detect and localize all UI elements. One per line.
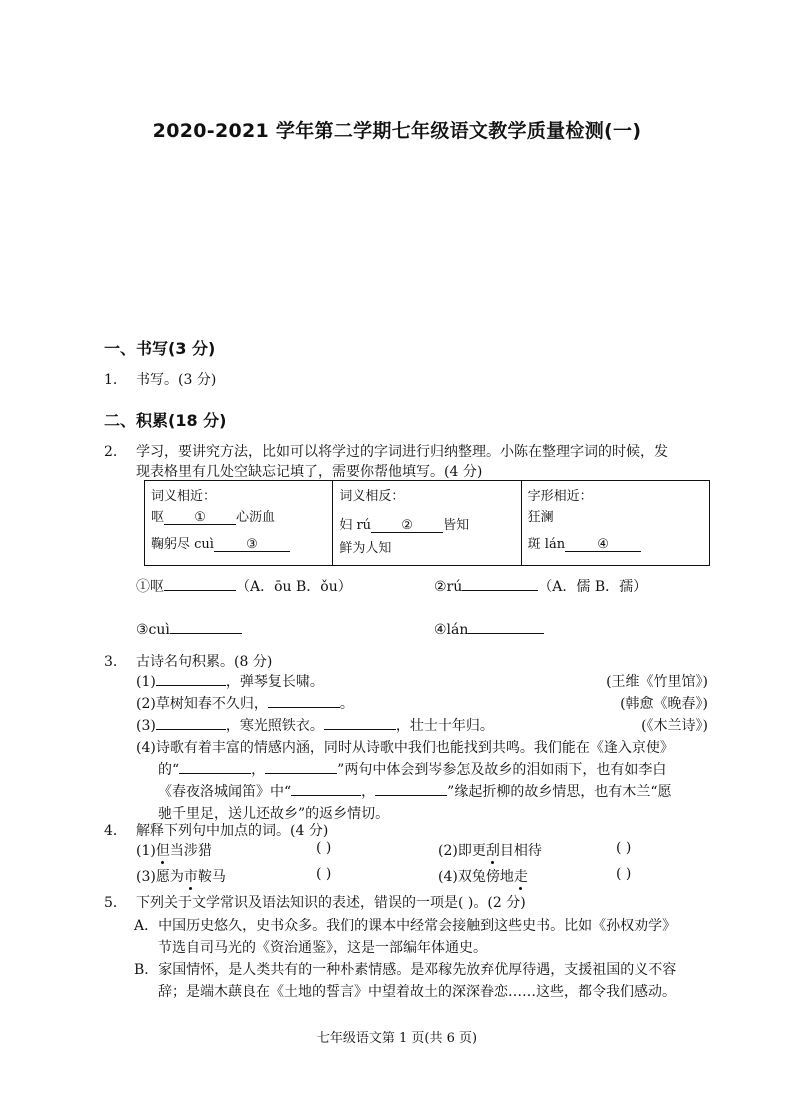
answer-1-options: （A．ōu B．ǒu） [236, 579, 352, 595]
synonyms-item-1-suffix: 心沥血 [236, 510, 276, 525]
answer-2-blank[interactable] [462, 576, 538, 591]
poem-item-4-line-1: (4)诗歌有着丰富的情感内涵，同时从诗歌中我们也能找到共鸣。我们能在《逢入京使》 [136, 740, 674, 756]
word-item-3-rest: 鞍马 [197, 869, 226, 885]
word-item-3 [136, 866, 226, 886]
word-item-3-prefix: (3)愿为 [136, 869, 184, 885]
poem-item-4-line-3-open: 《春夜洛城闻笛》中“ [158, 784, 292, 800]
poem-line-1 [136, 671, 324, 691]
poem-line-1-source: (王维《竹里馆》) [606, 674, 708, 690]
option-a-line-2: 节选自司马光的《资治通鉴》，这是一部编年体通史。 [158, 940, 487, 956]
word-item-2-paren[interactable]: ( ) [616, 840, 632, 856]
word-item-1-rest: 当涉猎 [169, 843, 212, 859]
word-item-3-dotted: 市 [183, 869, 198, 885]
question-4-number: 4． [104, 823, 127, 839]
poem-item-4-line-2 [158, 759, 666, 779]
answer-3-row [136, 619, 242, 638]
blank-2-marker: ② [401, 518, 413, 533]
question-3-number: 3． [104, 654, 127, 670]
synonyms-item-2-prefix: 鞠躬尽 cuì [151, 537, 214, 552]
poem-blank-1[interactable] [156, 671, 226, 686]
poem-blank-4[interactable] [324, 715, 396, 730]
poem-blank-2[interactable] [268, 693, 340, 708]
answer-4-blank[interactable] [468, 619, 544, 634]
poem-item-4-line-2-open: 的“ [158, 762, 180, 778]
table-cell-synonyms [145, 481, 333, 566]
question-1-text: 书写。(3 分) [136, 372, 217, 388]
answer-1-label: ①呕 [136, 579, 164, 595]
poem-blank-8[interactable] [375, 781, 447, 796]
poem-line-3-number: (3) [136, 718, 156, 734]
similar-forms-heading: 字形相近： [527, 489, 593, 504]
blank-4-marker: ④ [597, 537, 609, 552]
poem-blank-3[interactable] [156, 715, 226, 730]
blank-2[interactable] [371, 518, 443, 533]
word-item-2-dotted: 刮 [485, 843, 500, 859]
blank-4[interactable] [565, 537, 641, 552]
antonyms-heading: 词义相反： [339, 489, 405, 504]
poem-line-1-number: (1) [136, 674, 156, 690]
option-a-line-1[interactable]: A．中国历史悠久，史书众多。我们的课本中经常会接触到这些史书。比如《孙权劝学》 [134, 918, 677, 934]
answer-3-label: ③cuì [136, 622, 170, 638]
page-title: 2020-2021 学年第二学期七年级语文教学质量检测(一) [152, 120, 642, 142]
question-2-line-1: 学习，要讲究方法，比如可以将学过的字词进行归纳整理。小陈在整理字词的时候，发 [136, 444, 668, 460]
word-item-4-prefix: (4)双兔傍地 [438, 869, 514, 885]
poem-item-4-line-3 [158, 781, 672, 801]
similar-forms-item-1: 狂澜 [527, 510, 554, 525]
answer-2-options: （A．儒 B．孺） [538, 579, 648, 595]
question-5-intro: 下列关于文学常识及语法知识的表述，错误的一项是( )。(2 分) [136, 895, 526, 911]
vocabulary-table [144, 480, 710, 566]
poem-line-3-source: (《木兰诗》) [641, 718, 708, 734]
poem-line-2-text: (2)草树知春不久归， [136, 696, 268, 712]
word-item-4-dotted: 走 [513, 869, 528, 885]
word-item-2 [438, 840, 542, 860]
poem-line-1-text: ，弹琴复长啸。 [225, 674, 324, 690]
antonyms-item-1 [339, 514, 514, 535]
answer-2-row [434, 576, 647, 596]
poem-item-4-line-4: 驰千里足，送儿还故乡”的返乡情切。 [158, 806, 390, 822]
poem-blank-5[interactable] [179, 759, 251, 774]
question-1-number: 1． [104, 372, 127, 388]
synonyms-item-1-prefix: 呕 [151, 510, 165, 525]
similar-forms-item-2 [528, 533, 703, 554]
blank-3-marker: ③ [246, 537, 258, 552]
question-2-line-2: 现表格里有几处空缺忘记填了，需要你帮他填写。(4 分) [136, 464, 483, 480]
answer-4-row [434, 619, 544, 638]
poem-line-2 [136, 693, 354, 713]
word-item-2-rest: 目相待 [499, 843, 542, 859]
question-5-number: 5． [104, 895, 127, 911]
word-item-1-dotted: 但 [155, 843, 170, 859]
poem-blank-6[interactable] [265, 759, 337, 774]
synonyms-heading: 词义相近： [151, 489, 217, 504]
option-b-line-1[interactable]: B．家国情怀，是人类共有的一种朴素情感。是邓稼先放弃优厚待遇，支援祖国的义不容 [134, 962, 677, 978]
question-3-intro: 古诗名句积累。(8 分) [136, 654, 273, 670]
blank-1-marker: ① [194, 510, 206, 525]
synonyms-item-2 [151, 533, 326, 554]
word-item-4 [438, 866, 528, 886]
word-item-4-paren[interactable]: ( ) [616, 866, 632, 882]
page-footer: 七年级语文第 1 页(共 6 页) [316, 1031, 478, 1046]
word-item-1-number: (1) [136, 843, 156, 859]
similar-forms-item-2-prefix: 斑 lán [527, 537, 566, 552]
blank-3[interactable] [214, 537, 290, 552]
poem-item-4-line-3-comma: ， [361, 784, 376, 800]
poem-item-4-line-2-close: ”两句中体会到岑参怎及故乡的泪如雨下，也有如李白 [337, 762, 667, 778]
poem-line-3 [136, 715, 494, 735]
poem-line-2-source: (韩愈《晚春》) [620, 696, 708, 712]
section-1-heading: 一、书写(3 分) [104, 339, 216, 358]
poem-item-4-line-3-close: ”缘起折柳的故乡情思，也有木兰“愿 [447, 784, 672, 800]
word-item-3-paren[interactable]: ( ) [316, 866, 332, 882]
question-2-number: 2． [104, 444, 127, 460]
blank-1[interactable] [164, 510, 236, 525]
question-4-intro: 解释下列句中加点的词。(4 分) [136, 823, 329, 839]
poem-line-2-end: 。 [339, 696, 354, 712]
word-item-2-prefix: (2)即更 [438, 843, 486, 859]
antonyms-item-2: 鲜为人知 [339, 541, 392, 556]
section-2-heading: 二、积累(18 分) [104, 411, 227, 430]
answer-3-blank[interactable] [170, 619, 242, 634]
answer-1-row [136, 576, 352, 596]
word-item-1-paren[interactable]: ( ) [316, 840, 332, 856]
option-b-line-2: 辞；是端木蕻良在《土地的誓言》中望着故土的深深眷恋……这些，都令我们感动。 [158, 984, 676, 1000]
answer-4-label: ④lán [434, 622, 469, 638]
poem-item-4-line-2-comma: ， [251, 762, 266, 778]
antonyms-item-1-prefix: 妇 rú [339, 518, 372, 533]
poem-line-3-end: ，壮士十年归。 [395, 718, 494, 734]
table-cell-similar-forms [521, 481, 709, 566]
synonyms-item-1 [151, 506, 326, 527]
word-item-1 [136, 840, 212, 860]
answer-1-blank[interactable] [164, 576, 236, 591]
antonyms-item-1-suffix: 皆知 [443, 518, 470, 533]
poem-blank-7[interactable] [291, 781, 361, 796]
table-cell-antonyms [333, 481, 521, 566]
answer-2-label: ②rú [434, 579, 463, 595]
poem-line-3-mid: ，寒光照铁衣。 [225, 718, 324, 734]
